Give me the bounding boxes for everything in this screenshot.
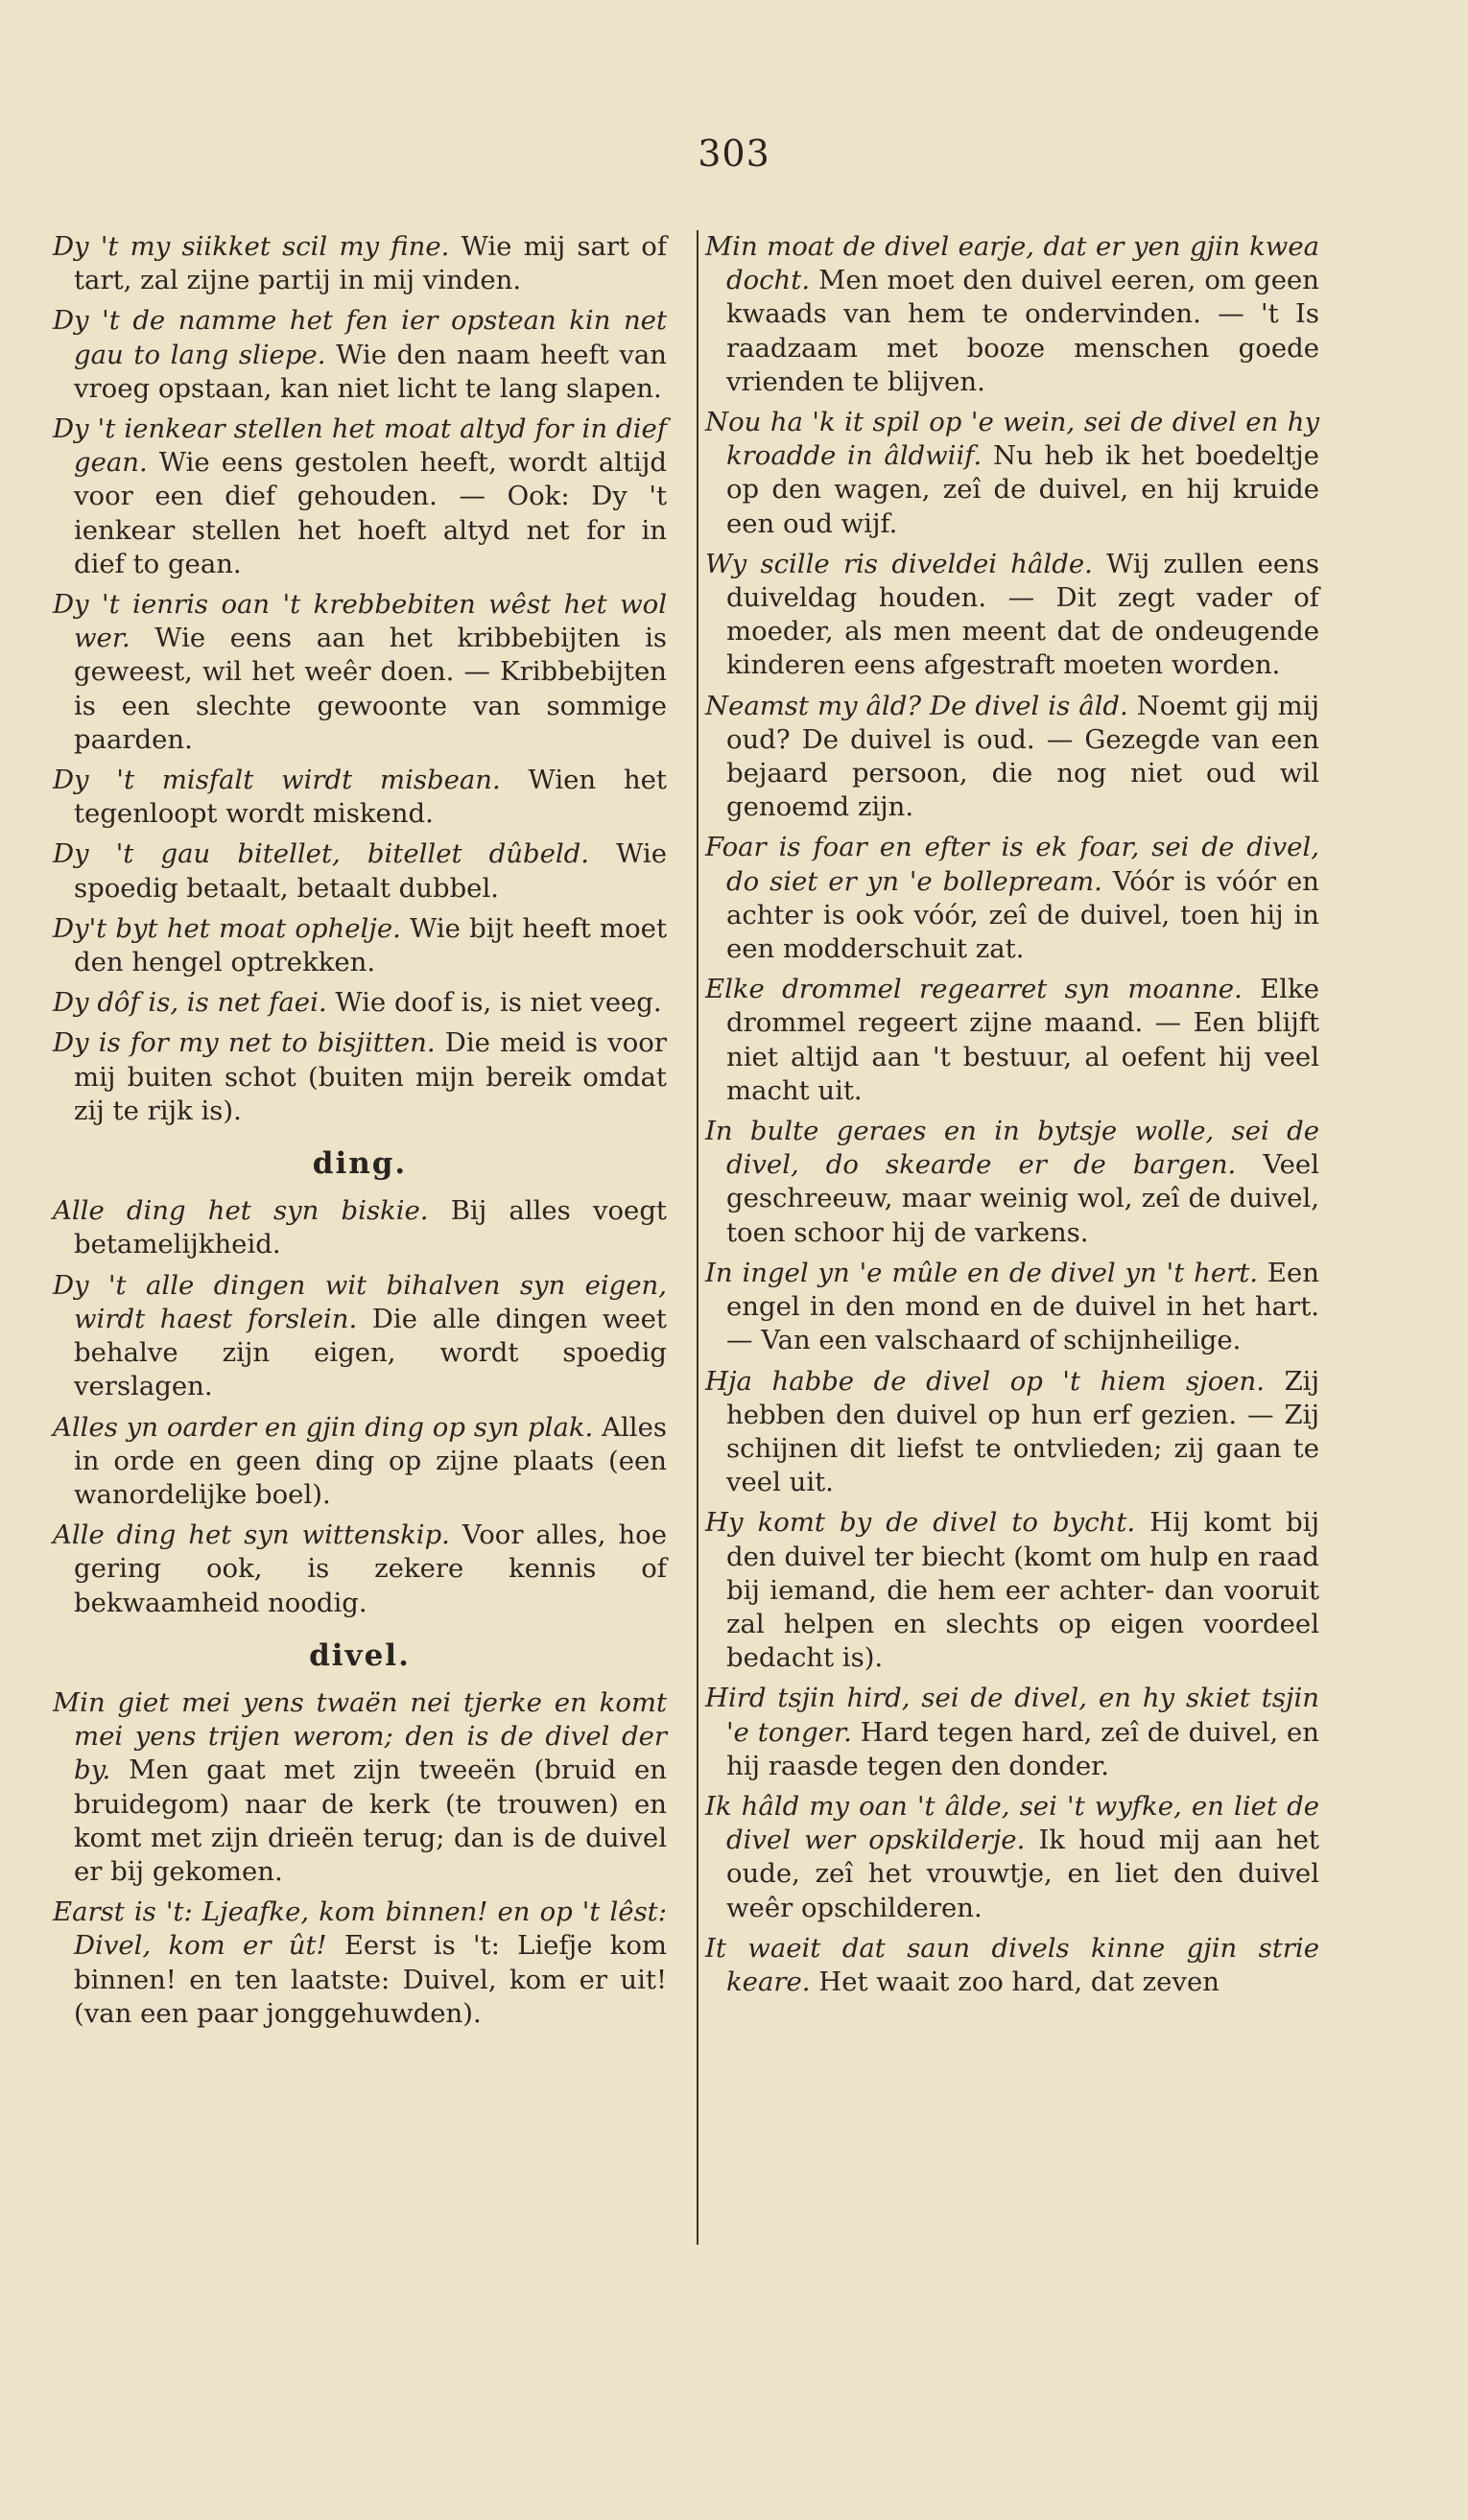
translation: Alles in orde en geen ding op zijne plaats (een wanordelijke boel). bbox=[74, 1411, 667, 1510]
entry bbox=[705, 690, 1319, 825]
translation: Hard tegen hard, zeî de duivel, en hij raasde tegen den donder. bbox=[726, 1716, 1319, 1781]
translation: Wij zullen eens duiveldag houden. — Dit zegt vader of moeder, als men meent dat de ondeugende kinderen eens afgestraft moeten worden. bbox=[726, 548, 1320, 681]
translation: Men gaat met zijn tweeën (bruid en bruidegom) naar de kerk (te trouwen) en komt met zijn drieën terug; dan is de duivel er bij gekomen. bbox=[74, 1755, 667, 1887]
frisian-phrase: Min giet mei yens twaën nei tjerke en komt mei yens trijen werom; den is de divel der by. bbox=[53, 1686, 667, 1786]
entry bbox=[705, 1115, 1319, 1250]
entry bbox=[53, 230, 667, 297]
frisian-phrase: Earst is 't: Ljeafke, kom binnen! en op 't lêst: Divel, kom er ût! bbox=[53, 1896, 667, 1962]
translation: Wie bijt heeft moet den hengel optrekken. bbox=[74, 912, 667, 978]
translation: Die meid is voor mij buiten schot (buiten mijn bereik omdat zij te rijk is). bbox=[74, 1027, 667, 1126]
entry bbox=[705, 230, 1319, 399]
entry bbox=[53, 1194, 667, 1261]
translation: Wie den naam heeft van vroeg opstaan, kan niet licht te lang slapen. bbox=[74, 339, 667, 404]
left-column bbox=[53, 230, 667, 2037]
entry bbox=[705, 548, 1319, 683]
translation: Wie eens gestolen heeft, wordt altijd voor een dief gehouden. — Ook: Dy 't ienkear stellen het hoeft altyd net for in dief to gean. bbox=[74, 447, 667, 579]
entry bbox=[53, 1896, 667, 2031]
section-heading-divel: divel. bbox=[309, 1637, 411, 1673]
frisian-phrase: Neamst my âld? De divel is âld. bbox=[705, 690, 1128, 721]
frisian-phrase: Min moat de divel earje, dat er yen gjin kwea docht. bbox=[705, 231, 1319, 296]
frisian-phrase: Dy 't misfalt wirdt misbean. bbox=[53, 765, 501, 796]
translation: Eerst is 't: Liefje kom binnen! en ten laatste: Duivel, kom er uit! (van een paar jonggehuwden). bbox=[74, 1930, 667, 2029]
frisian-phrase: Hird tsjin hird, sei de divel, en hy skiet tsjin 'e tonger. bbox=[705, 1683, 1319, 1748]
entry bbox=[53, 837, 667, 905]
frisian-phrase: Hja habbe de divel op 't hiem sjoen. bbox=[705, 1365, 1265, 1397]
translation: Elke drommel regeert zijne maand. — Een blijft niet altijd aan 't bestuur, al oefent hij veel macht uit. bbox=[726, 974, 1319, 1106]
translation: Vóór is vóór en achter is ook vóór, zeî de duivel, toen hij in een modderschuit zat. bbox=[726, 865, 1319, 965]
translation: Noemt gij mij oud? De duivel is oud. — Gezegde van een bejaard persoon, die nog niet oud wil genoemd zijn. bbox=[726, 690, 1319, 823]
frisian-phrase: Dy't byt het moat ophelje. bbox=[53, 912, 401, 944]
translation: Veel geschreeuw, maar weinig wol, zeî de duivel, toen schoor hij de varkens. bbox=[726, 1149, 1320, 1248]
frisian-phrase: In bulte geraes en in bytsje wolle, sei de divel, do skearde er de bargen. bbox=[705, 1116, 1319, 1181]
translation: Wie eens aan het kribbebijten is geweest, wil het weêr doen. — Kribbebijten is een slechte gewoonte van sommige paarden. bbox=[74, 623, 667, 755]
entry bbox=[705, 1932, 1319, 1999]
entry bbox=[705, 1365, 1319, 1500]
frisian-phrase: Alle ding het syn wittenskip. bbox=[53, 1519, 450, 1551]
entry bbox=[53, 588, 667, 757]
translation: Nu heb ik het boedeltje op den wagen, zeî de duivel, en hij kruide een oud wijf. bbox=[726, 440, 1319, 539]
frisian-phrase: Alle ding het syn biskie. bbox=[53, 1195, 429, 1227]
entry bbox=[53, 1411, 667, 1513]
page-number: 303 bbox=[698, 132, 770, 175]
frisian-phrase: Dy is for my net to bisjitten. bbox=[53, 1027, 436, 1059]
translation: Bij alles voegt betamelijkheid. bbox=[74, 1195, 667, 1260]
frisian-phrase: In ingel yn 'e mûle en de divel yn 't hert. bbox=[705, 1257, 1259, 1288]
entry bbox=[705, 831, 1319, 966]
frisian-phrase: Dy 't alle dingen wit bihalven syn eigen, wirdt haest forslein. bbox=[53, 1269, 667, 1334]
translation: Wie spoedig betaalt, betaalt dubbel. bbox=[74, 838, 667, 904]
frisian-phrase: Wy scille ris diveldei hâlde. bbox=[705, 548, 1093, 579]
frisian-phrase: Dy 't my siikket scil my fine. bbox=[53, 231, 450, 262]
frisian-phrase: Dy 't de namme het fen ier opstean kin net gau to lang sliepe. bbox=[53, 305, 667, 370]
frisian-phrase: Dy 't ienris oan 't krebbebiten wêst het wol wer. bbox=[53, 589, 667, 654]
translation: Wie mij sart of tart, zal zijne partij in mij vinden. bbox=[74, 231, 668, 296]
entry bbox=[705, 1790, 1319, 1925]
frisian-phrase: Dy 't gau bitellet, bitellet dûbeld. bbox=[53, 838, 589, 870]
frisian-phrase: Alles yn oarder en gjin ding op syn plak. bbox=[53, 1411, 594, 1443]
translation: Voor alles, hoe gering ook, is zekere kennis of bekwaamheid noodig. bbox=[74, 1519, 668, 1618]
entry bbox=[705, 1682, 1319, 1783]
frisian-phrase: Hy komt by de divel to bycht. bbox=[705, 1507, 1136, 1539]
translation: Men moet den duivel eeren, om geen kwaads van hem te ondervinden. — 't Is raadzaam met booze menschen goede vrienden te blijven. bbox=[726, 265, 1319, 397]
entry bbox=[53, 1269, 667, 1404]
entry bbox=[53, 1519, 667, 1620]
translation: Ik houd mij aan het oude, zeî het vrouwtje, en liet den duivel weêr opschilderen. bbox=[726, 1825, 1319, 1923]
entry bbox=[53, 304, 667, 406]
frisian-phrase: Elke drommel regearret syn moanne. bbox=[705, 974, 1243, 1005]
entry bbox=[53, 1026, 667, 1128]
frisian-phrase: Dy 't ienkear stellen het moat altyd for in dief gean. bbox=[53, 413, 667, 479]
entry bbox=[53, 1686, 667, 1889]
frisian-phrase: Foar is foar en efter is ek foar, sei de divel, do siet er yn 'e bollepream. bbox=[705, 832, 1319, 897]
translation: Wien het tegenloopt wordt miskend. bbox=[74, 765, 667, 830]
translation: Die alle dingen weet behalve zijn eigen, wordt spoedig verslagen. bbox=[74, 1303, 667, 1402]
entry bbox=[53, 412, 667, 581]
translation: Zij hebben den duivel op hun erf gezien. — Zij schijnen dit liefst te ontvlieden; zij gaan te veel uit. bbox=[726, 1365, 1319, 1498]
entry bbox=[53, 764, 667, 831]
entry bbox=[705, 406, 1319, 541]
translation: Wie doof is, is niet veeg. bbox=[326, 987, 662, 1019]
translation: Hij komt bij den duivel ter biecht (komt om hulp en raad bij iemand, die hem eer achter- dan vooruit zal helpen en slechts op eigen voordeel bedacht is). bbox=[726, 1507, 1319, 1674]
column-divider bbox=[697, 230, 698, 2245]
entry bbox=[53, 912, 667, 979]
frisian-phrase: Ik hâld my oan 't âlde, sei 't wyfke, en liet de divel wer opskilderje. bbox=[705, 1790, 1319, 1856]
section-heading-ding: ding. bbox=[312, 1146, 408, 1182]
frisian-phrase: Nou ha 'k it spil op 'e wein, sei de divel en hy kroadde in âldwiif. bbox=[705, 407, 1319, 472]
translation: Een engel in den mond en de duivel in het hart. — Van een valschaard of schijnheilige. bbox=[726, 1257, 1319, 1356]
entry bbox=[705, 1257, 1319, 1358]
frisian-phrase: It waeit dat saun divels kinne gjin strie keare. bbox=[705, 1932, 1319, 1997]
entry bbox=[705, 1506, 1319, 1675]
entry bbox=[53, 986, 667, 1020]
frisian-phrase: Dy dôf is, is net faei. bbox=[53, 987, 327, 1019]
entry bbox=[705, 973, 1319, 1108]
translation: Het waait zoo hard, dat zeven bbox=[810, 1966, 1219, 1997]
right-column bbox=[705, 230, 1319, 2006]
